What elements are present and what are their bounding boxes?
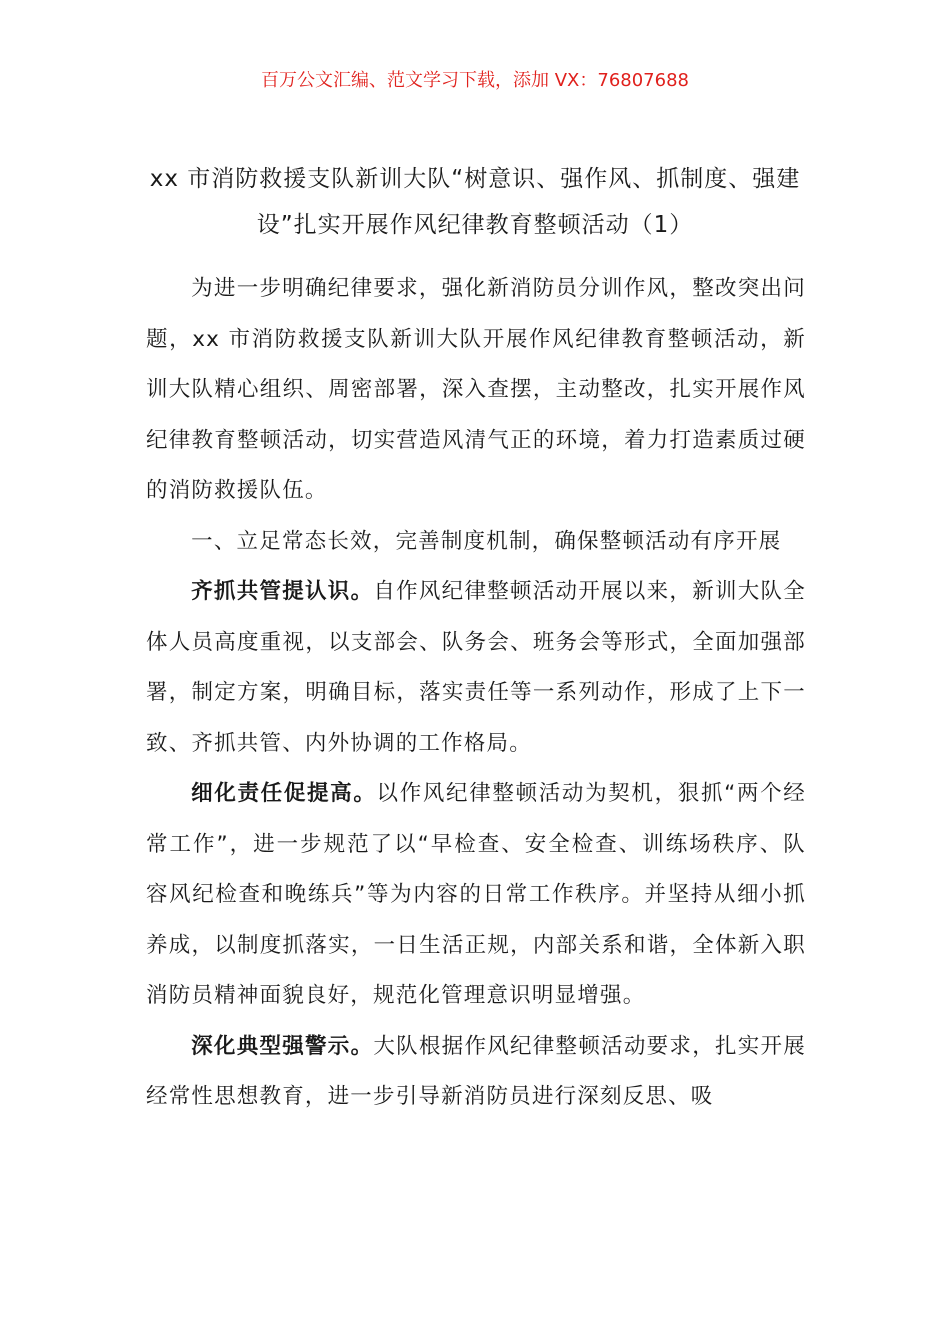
paragraph-lead: 细化责任促提高。 [191, 781, 377, 806]
paragraph-lead: 深化典型强警示。 [191, 1033, 374, 1059]
paragraph-item [146, 769, 806, 1022]
paragraph-item [146, 567, 806, 769]
paragraph-item [146, 1022, 806, 1123]
header-banner: 百万公文汇编、范文学习下载，添加 VX：76807688 [261, 70, 689, 91]
section-heading [146, 517, 806, 568]
paragraph-text: 大队根据作风纪律整顿活动要求，扎实开展经常性思想教育，进一步引导新消防员进行深刻反思、吸 [146, 1033, 806, 1109]
paragraph-text: 以作风纪律整顿活动为契机，狠抓“两个经常工作”，进一步规范了以“早检查、安全检查、训练场秩序、队容风纪检查和晚练兵”等为内容的日常工作秩序。并坚持从细小抓养成，以制度抓落实，一日生活正规，内部关系和谐，全体新入职消防员精神面貌良好，规范化管理意识明显增强。 [146, 781, 806, 1008]
paragraph-text: 一、立足常态长效，完善制度机制，确保整顿活动有序开展 [191, 528, 782, 554]
paragraph-text: 为进一步明确纪律要求，强化新消防员分训作风，整改突出问题，xx 市消防救援支队新训大队开展作风纪律教育整顿活动，新训大队精心组织、周密部署，深入查摆，主动整改，扎实开展作风纪律教育整顿活动，切实营造风清气正的环境，着力打造素质过硬的消防救援队伍。 [146, 276, 806, 503]
document-title: xx 市消防救援支队新训大队“树意识、强作风、抓制度、强建设”扎实开展作风纪律教育整顿活动（1） [149, 166, 801, 238]
document-body [146, 264, 806, 1123]
paragraph-intro [146, 264, 806, 517]
paragraph-lead: 齐抓共管提认识。 [191, 579, 374, 604]
paragraph-text: 自作风纪律整顿活动开展以来，新训大队全体人员高度重视，以支部会、队务会、班务会等形式，全面加强部署，制定方案，明确目标，落实责任等一系列动作，形成了上下一致、齐抓共管、内外协调的工作格局。 [146, 579, 806, 756]
